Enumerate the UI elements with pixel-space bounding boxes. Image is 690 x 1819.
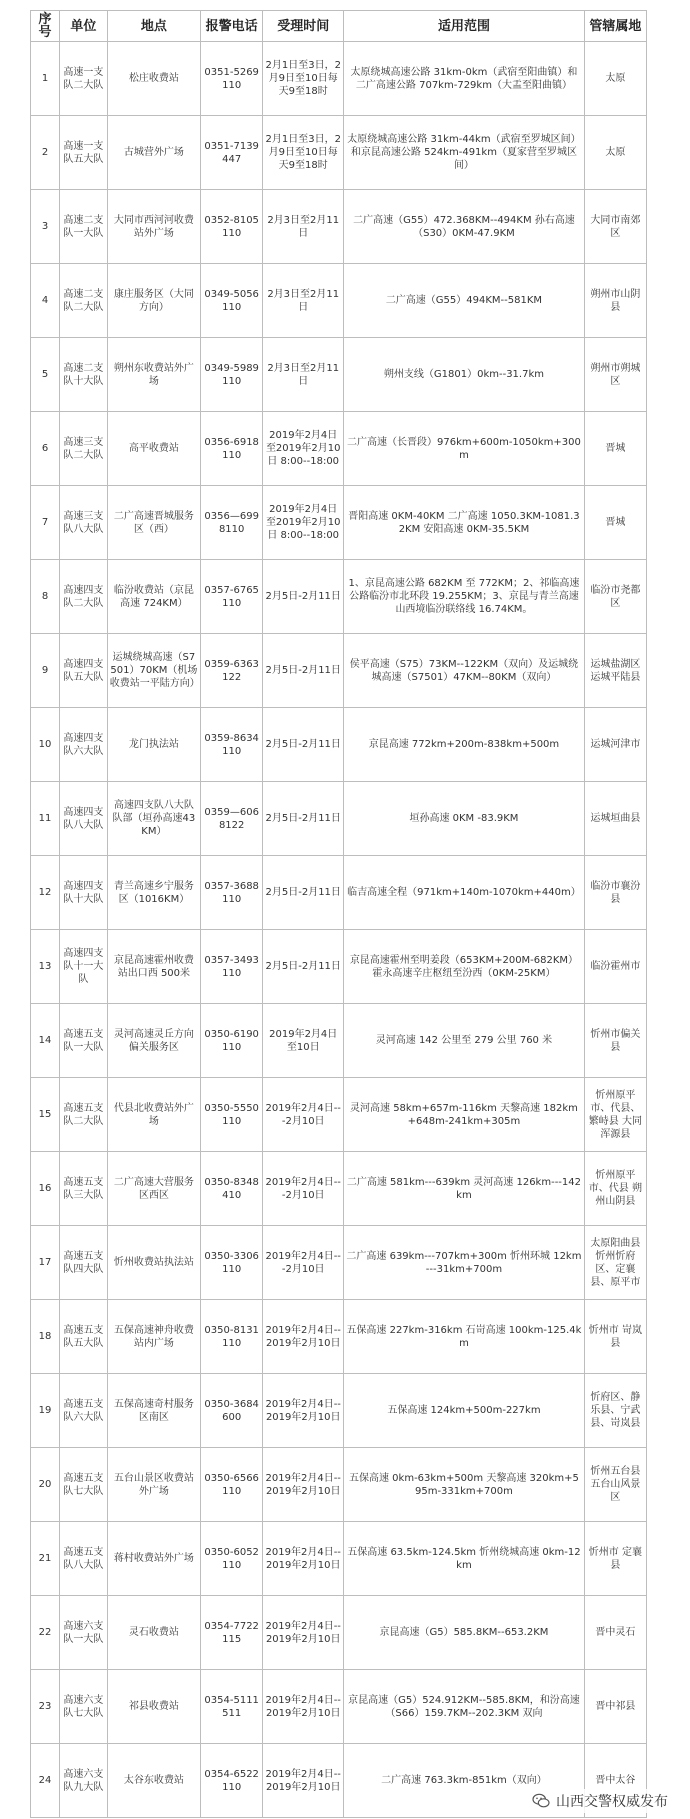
cell-phone: 0351-5269110 xyxy=(201,42,263,116)
table-row xyxy=(31,1522,647,1596)
cell-time: 2019年2月4日---2月10日 xyxy=(263,1226,344,1300)
cell-scope: 垣孙高速 0KM -83.9KM xyxy=(344,782,585,856)
cell-area: 晋中灵石 xyxy=(584,1596,646,1670)
cell-seq: 24 xyxy=(31,1744,60,1818)
cell-area: 晋城 xyxy=(584,486,646,560)
cell-scope: 二广高速（长晋段）976km+600m-1050km+300m xyxy=(344,412,585,486)
cell-location: 忻州收费站执法站 xyxy=(107,1226,200,1300)
cell-seq: 21 xyxy=(31,1522,60,1596)
cell-seq: 15 xyxy=(31,1078,60,1152)
cell-unit: 高速五支队三大队 xyxy=(60,1152,108,1226)
cell-scope: 京昆高速（G5）524.912KM--585.8KM，和汾高速（S66）159.7KM--202.3KM 双向 xyxy=(344,1670,585,1744)
cell-area: 太原 xyxy=(584,42,646,116)
cell-phone: 0357-3493110 xyxy=(201,930,263,1004)
cell-scope: 京昆高速霍州至明姜段（653KM+200M-682KM）霍永高速辛庄枢纽至汾西（0KM-25KM） xyxy=(344,930,585,1004)
cell-location: 松庄收费站 xyxy=(107,42,200,116)
cell-time: 2019年2月4日--2019年2月10日 xyxy=(263,1448,344,1522)
cell-time: 2019年2月4日--2019年2月10日 xyxy=(263,1744,344,1818)
table-row xyxy=(31,856,647,930)
cell-time: 2019年2月4日--2019年2月10日 xyxy=(263,1670,344,1744)
cell-area: 晋城 xyxy=(584,412,646,486)
cell-seq: 19 xyxy=(31,1374,60,1448)
table-row xyxy=(31,1670,647,1744)
table-row xyxy=(31,1596,647,1670)
service-table xyxy=(30,10,647,1818)
cell-scope: 五保高速 0km-63km+500m 天黎高速 320km+595m-331km+700m xyxy=(344,1448,585,1522)
cell-seq: 8 xyxy=(31,560,60,634)
table-row xyxy=(31,190,647,264)
cell-time: 2019年2月4日--2019年2月10日 xyxy=(263,1522,344,1596)
cell-area: 运城河津市 xyxy=(584,708,646,782)
table-row xyxy=(31,1226,647,1300)
cell-phone: 0354-6522110 xyxy=(201,1744,263,1818)
cell-phone: 0349-5056110 xyxy=(201,264,263,338)
cell-phone: 0350-6566110 xyxy=(201,1448,263,1522)
table-row xyxy=(31,116,647,190)
cell-seq: 17 xyxy=(31,1226,60,1300)
cell-unit: 高速五支队八大队 xyxy=(60,1522,108,1596)
cell-seq: 9 xyxy=(31,634,60,708)
cell-location: 高平收费站 xyxy=(107,412,200,486)
cell-location: 五台山景区收费站外广场 xyxy=(107,1448,200,1522)
table-row xyxy=(31,1152,647,1226)
cell-seq: 1 xyxy=(31,42,60,116)
header-location: 地点 xyxy=(107,11,200,42)
cell-unit: 高速六支队九大队 xyxy=(60,1744,108,1818)
cell-area: 忻州市偏关县 xyxy=(584,1004,646,1078)
cell-scope: 二广高速 581km---639km 灵河高速 126km---142km xyxy=(344,1152,585,1226)
cell-seq: 12 xyxy=(31,856,60,930)
cell-phone: 0359—6068122 xyxy=(201,782,263,856)
table-row xyxy=(31,560,647,634)
cell-scope: 太原绕城高速公路 31km-0km（武宿至阳曲镇）和二广高速公路 707km-729km（大盂至阳曲镇） xyxy=(344,42,585,116)
cell-location: 青兰高速乡宁服务区（1016KM） xyxy=(107,856,200,930)
cell-location: 五保高速奇村服务区南区 xyxy=(107,1374,200,1448)
cell-area: 太原 xyxy=(584,116,646,190)
cell-scope: 1、京昆高速公路 682KM 至 772KM；2、祁临高速公路临汾市北环段 19.255KM；3、京昆与青兰高速山西境临汾联络线 16.74KM。 xyxy=(344,560,585,634)
header-unit: 单位 xyxy=(60,11,108,42)
cell-scope: 二广高速（G55）494KM--581KM xyxy=(344,264,585,338)
cell-location: 祁县收费站 xyxy=(107,1670,200,1744)
cell-unit: 高速三支队八大队 xyxy=(60,486,108,560)
cell-time: 2019年2月4日至2019年2月10日 8:00--18:00 xyxy=(263,486,344,560)
cell-seq: 18 xyxy=(31,1300,60,1374)
cell-area: 忻州原平市、代县、繁峙县 大同浑源县 xyxy=(584,1078,646,1152)
wechat-icon xyxy=(532,1793,550,1809)
cell-phone: 0356-6918110 xyxy=(201,412,263,486)
cell-phone: 0350-6052110 xyxy=(201,1522,263,1596)
cell-location: 运城绕城高速（S7501）70KM（机场收费站一平陆方向） xyxy=(107,634,200,708)
cell-area: 运城盐湖区 运城平陆县 xyxy=(584,634,646,708)
table-row xyxy=(31,412,647,486)
cell-seq: 7 xyxy=(31,486,60,560)
cell-seq: 4 xyxy=(31,264,60,338)
cell-location: 高速四支队八大队队部（垣孙高速43KM） xyxy=(107,782,200,856)
cell-scope: 朔州支线（G1801）0km--31.7km xyxy=(344,338,585,412)
cell-seq: 16 xyxy=(31,1152,60,1226)
cell-unit: 高速四支队五大队 xyxy=(60,634,108,708)
cell-area: 忻州五台县 五台山风景区 xyxy=(584,1448,646,1522)
cell-scope: 五保高速 227km-316km 石岢高速 100km-125.4km xyxy=(344,1300,585,1374)
cell-unit: 高速六支队七大队 xyxy=(60,1670,108,1744)
cell-scope: 二广高速 639km---707km+300m 忻州环城 12km---31km+700m xyxy=(344,1226,585,1300)
cell-unit: 高速五支队五大队 xyxy=(60,1300,108,1374)
cell-time: 2月1日至3日，2月9日至10日每天9至18时 xyxy=(263,116,344,190)
cell-phone: 0350-8131110 xyxy=(201,1300,263,1374)
cell-area: 晋中太谷 xyxy=(584,1744,646,1818)
cell-time: 2019年2月4日---2月10日 xyxy=(263,1078,344,1152)
cell-scope: 侯平高速（S75）73KM--122KM（双向）及运城绕城高速（S7501）47KM--80KM（双向） xyxy=(344,634,585,708)
cell-seq: 5 xyxy=(31,338,60,412)
header-time: 受理时间 xyxy=(263,11,344,42)
cell-phone: 0354-7722115 xyxy=(201,1596,263,1670)
cell-location: 五保高速神舟收费站内广场 xyxy=(107,1300,200,1374)
cell-scope: 太原绕城高速公路 31km-44km（武宿至罗城区间）和京昆高速公路 524km-491km（夏家营至罗城区间） xyxy=(344,116,585,190)
cell-area: 忻州市 定襄县 xyxy=(584,1522,646,1596)
cell-phone: 0356—6998110 xyxy=(201,486,263,560)
cell-phone: 0357-3688110 xyxy=(201,856,263,930)
cell-time: 2月1日至3日，2月9日至10日每天9至18时 xyxy=(263,42,344,116)
cell-seq: 6 xyxy=(31,412,60,486)
footer-text: 山西交警权威发布 xyxy=(556,1794,668,1810)
cell-phone: 0354-5111511 xyxy=(201,1670,263,1744)
cell-time: 2月5日-2月11日 xyxy=(263,560,344,634)
cell-scope: 京昆高速 772km+200m-838km+500m xyxy=(344,708,585,782)
cell-area: 朔州市朔城区 xyxy=(584,338,646,412)
cell-location: 古城营外广场 xyxy=(107,116,200,190)
table-row xyxy=(31,264,647,338)
cell-location: 朔州东收费站外广场 xyxy=(107,338,200,412)
cell-location: 京昆高速霍州收费站出口西 500米 xyxy=(107,930,200,1004)
cell-unit: 高速四支队二大队 xyxy=(60,560,108,634)
cell-scope: 五保高速 124km+500m-227km xyxy=(344,1374,585,1448)
cell-location: 康庄服务区（大同方向） xyxy=(107,264,200,338)
table-row xyxy=(31,782,647,856)
cell-scope: 五保高速 63.5km-124.5km 忻州绕城高速 0km-12km xyxy=(344,1522,585,1596)
header-phone: 报警电话 xyxy=(201,11,263,42)
cell-time: 2月3日至2月11日 xyxy=(263,338,344,412)
cell-area: 太原阳曲县 忻州忻府区、定襄县、原平市 xyxy=(584,1226,646,1300)
table-row xyxy=(31,930,647,1004)
table-row xyxy=(31,1004,647,1078)
cell-location: 二广高速晋城服务区（西） xyxy=(107,486,200,560)
cell-location: 临汾收费站（京昆高速 724KM） xyxy=(107,560,200,634)
cell-seq: 10 xyxy=(31,708,60,782)
cell-location: 二广高速大营服务区西区 xyxy=(107,1152,200,1226)
cell-area: 忻州市 岢岚县 xyxy=(584,1300,646,1374)
cell-unit: 高速二支队十大队 xyxy=(60,338,108,412)
cell-unit: 高速四支队六大队 xyxy=(60,708,108,782)
cell-unit: 高速三支队二大队 xyxy=(60,412,108,486)
cell-time: 2019年2月4日---2月10日 xyxy=(263,1152,344,1226)
table-body xyxy=(31,42,647,1818)
cell-location: 代县北收费站外广场 xyxy=(107,1078,200,1152)
header-area: 管辖属地 xyxy=(584,11,646,42)
cell-area: 临汾市尧都区 xyxy=(584,560,646,634)
table-row xyxy=(31,708,647,782)
cell-time: 2月5日-2月11日 xyxy=(263,782,344,856)
cell-seq: 13 xyxy=(31,930,60,1004)
cell-location: 龙门执法站 xyxy=(107,708,200,782)
cell-seq: 2 xyxy=(31,116,60,190)
cell-unit: 高速二支队一大队 xyxy=(60,190,108,264)
cell-phone: 0352-8105110 xyxy=(201,190,263,264)
table-row xyxy=(31,1374,647,1448)
cell-phone: 0351-7139447 xyxy=(201,116,263,190)
cell-time: 2月5日-2月11日 xyxy=(263,634,344,708)
cell-time: 2019年2月4日至2019年2月10日 8:00--18:00 xyxy=(263,412,344,486)
footer-watermark xyxy=(528,1789,672,1813)
cell-seq: 14 xyxy=(31,1004,60,1078)
cell-phone: 0350-3684600 xyxy=(201,1374,263,1448)
cell-scope: 晋阳高速 0KM-40KM 二广高速 1050.3KM-1081.32KM 安阳高速 0KM-35.5KM xyxy=(344,486,585,560)
cell-unit: 高速二支队二大队 xyxy=(60,264,108,338)
cell-area: 朔州市山阴县 xyxy=(584,264,646,338)
cell-area: 大同市南郊区 xyxy=(584,190,646,264)
cell-area: 晋中祁县 xyxy=(584,1670,646,1744)
cell-phone: 0349-5989110 xyxy=(201,338,263,412)
table-row xyxy=(31,486,647,560)
cell-time: 2月5日-2月11日 xyxy=(263,708,344,782)
cell-unit: 高速六支队一大队 xyxy=(60,1596,108,1670)
cell-area: 临汾市襄汾县 xyxy=(584,856,646,930)
cell-unit: 高速一支队二大队 xyxy=(60,42,108,116)
table-row xyxy=(31,338,647,412)
table-row xyxy=(31,42,647,116)
cell-phone: 0350-5550110 xyxy=(201,1078,263,1152)
cell-time: 2月5日-2月11日 xyxy=(263,930,344,1004)
cell-time: 2019年2月4日至10日 xyxy=(263,1004,344,1078)
cell-unit: 高速四支队八大队 xyxy=(60,782,108,856)
cell-time: 2019年2月4日--2019年2月10日 xyxy=(263,1374,344,1448)
cell-location: 蒋村收费站外广场 xyxy=(107,1522,200,1596)
cell-time: 2月3日至2月11日 xyxy=(263,264,344,338)
header-scope: 适用范围 xyxy=(344,11,585,42)
cell-scope: 灵河高速 142 公里至 279 公里 760 米 xyxy=(344,1004,585,1078)
cell-phone: 0350-6190110 xyxy=(201,1004,263,1078)
cell-location: 灵石收费站 xyxy=(107,1596,200,1670)
cell-area: 运城垣曲县 xyxy=(584,782,646,856)
cell-scope: 京昆高速（G5）585.8KM--653.2KM xyxy=(344,1596,585,1670)
cell-unit: 高速五支队二大队 xyxy=(60,1078,108,1152)
cell-seq: 3 xyxy=(31,190,60,264)
cell-area: 忻州原平市、代县 朔州山阴县 xyxy=(584,1152,646,1226)
cell-unit: 高速五支队六大队 xyxy=(60,1374,108,1448)
table-row xyxy=(31,634,647,708)
cell-location: 灵河高速灵丘方向偏关服务区 xyxy=(107,1004,200,1078)
cell-scope: 二广高速 763.3km-851km（双向） xyxy=(344,1744,585,1818)
cell-unit: 高速四支队十一大队 xyxy=(60,930,108,1004)
cell-phone: 0350-8348410 xyxy=(201,1152,263,1226)
cell-unit: 高速四支队十大队 xyxy=(60,856,108,930)
cell-scope: 临吉高速全程（971km+140m-1070km+440m） xyxy=(344,856,585,930)
cell-scope: 二广高速（G55）472.368KM--494KM 孙右高速（S30）0KM-47.9KM xyxy=(344,190,585,264)
notice-table-wrapper xyxy=(30,10,647,1818)
table-row xyxy=(31,1448,647,1522)
cell-seq: 20 xyxy=(31,1448,60,1522)
cell-unit: 高速五支队七大队 xyxy=(60,1448,108,1522)
cell-location: 大同市西河河收费站外广场 xyxy=(107,190,200,264)
cell-unit: 高速五支队一大队 xyxy=(60,1004,108,1078)
cell-scope: 灵河高速 58km+657m-116km 天黎高速 182km+648m-241km+305m xyxy=(344,1078,585,1152)
cell-phone: 0359-6363122 xyxy=(201,634,263,708)
cell-time: 2月5日-2月11日 xyxy=(263,856,344,930)
cell-area: 临汾霍州市 xyxy=(584,930,646,1004)
table-row xyxy=(31,1078,647,1152)
cell-phone: 0357-6765110 xyxy=(201,560,263,634)
cell-time: 2019年2月4日--2019年2月10日 xyxy=(263,1300,344,1374)
cell-time: 2019年2月4日--2019年2月10日 xyxy=(263,1596,344,1670)
cell-seq: 23 xyxy=(31,1670,60,1744)
header-seq: 序号 xyxy=(31,11,60,42)
cell-time: 2月3日至2月11日 xyxy=(263,190,344,264)
table-header-row xyxy=(31,11,647,42)
cell-seq: 11 xyxy=(31,782,60,856)
cell-area: 忻府区、静乐县、宁武县、岢岚县 xyxy=(584,1374,646,1448)
cell-unit: 高速一支队五大队 xyxy=(60,116,108,190)
table-row xyxy=(31,1300,647,1374)
cell-seq: 22 xyxy=(31,1596,60,1670)
cell-phone: 0350-3306110 xyxy=(201,1226,263,1300)
cell-phone: 0359-8634110 xyxy=(201,708,263,782)
cell-location: 太谷东收费站 xyxy=(107,1744,200,1818)
cell-unit: 高速五支队四大队 xyxy=(60,1226,108,1300)
